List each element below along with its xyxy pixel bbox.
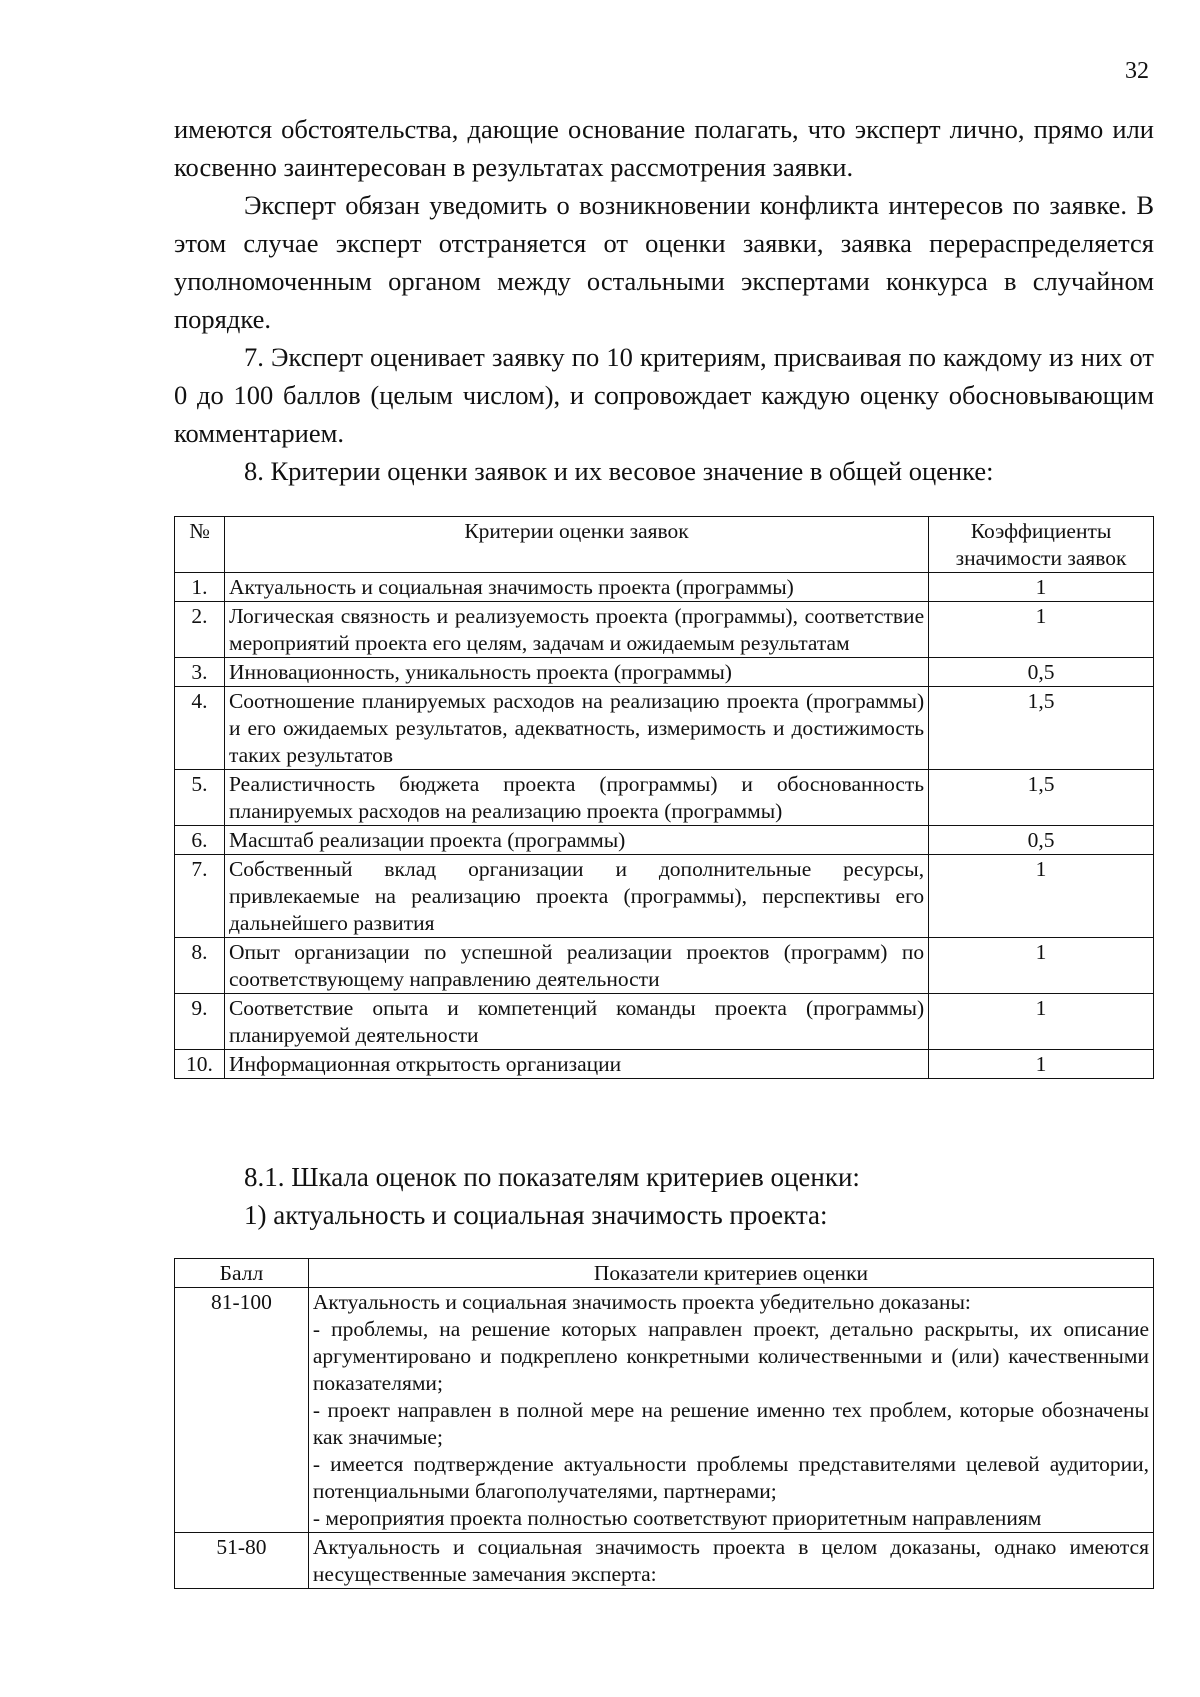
row-indicators <box>308 1288 1153 1533</box>
row-criterion: Собственный вклад организации и дополнительные ресурсы, привлекаемые на реализацию проекта (программы), перспективы его дальнейшего развития <box>224 855 928 938</box>
header-score: Балл <box>175 1259 309 1288</box>
table-row <box>175 687 1154 770</box>
page-number: 32 <box>1125 58 1149 84</box>
header-criterion: Критерии оценки заявок <box>224 517 928 573</box>
row-num: 9. <box>175 994 225 1050</box>
indicator-line: - имеется подтверждение актуальности проблемы представителями целевой аудитории, потенциальными благополучателями, партнерами; <box>312 1452 1149 1503</box>
indicator-line: Актуальность и социальная значимость проекта убедительно доказаны: <box>312 1290 971 1314</box>
table-row <box>175 938 1154 994</box>
row-num: 6. <box>175 826 225 855</box>
table-row <box>175 855 1154 938</box>
paragraph-2: Эксперт обязан уведомить о возникновении конфликта интересов по заявке. В этом случае эксперт отстраняется от оценки заявки, заявка перераспределяется уполномоченным органом между остальными экспертами конкурса в случайном порядке. <box>174 190 1154 334</box>
row-coef: 1 <box>929 938 1154 994</box>
header-indicators: Показатели критериев оценки <box>308 1259 1153 1288</box>
row-num: 10. <box>175 1050 225 1079</box>
scale-table-header <box>175 1259 1154 1288</box>
table-row <box>175 658 1154 687</box>
row-coef: 0,5 <box>929 826 1154 855</box>
table-row <box>175 994 1154 1050</box>
row-criterion: Инновационность, уникальность проекта (программы) <box>224 658 928 687</box>
row-score: 51-80 <box>175 1533 309 1589</box>
table-row <box>175 573 1154 602</box>
row-criterion: Логическая связность и реализуемость проекта (программы), соответствие мероприятий проекта его целям, задачам и ожидаемым результатам <box>224 602 928 658</box>
row-coef: 1,5 <box>929 687 1154 770</box>
scale-table <box>174 1258 1154 1589</box>
row-criterion: Реалистичность бюджета проекта (программы) и обоснованность планируемых расходов на реализацию проекта (программы) <box>224 770 928 826</box>
table-row <box>175 602 1154 658</box>
table-row <box>175 1050 1154 1079</box>
indicator-line: - мероприятия проекта полностью соответствуют приоритетным направлениям <box>312 1506 1042 1530</box>
row-num: 3. <box>175 658 225 687</box>
row-coef: 1 <box>929 602 1154 658</box>
criteria-table <box>174 516 1154 1079</box>
row-coef: 1 <box>929 994 1154 1050</box>
scale-heading: 8.1. Шкала оценок по показателям критериев оценки: <box>244 1162 860 1192</box>
paragraph-4: 8. Критерии оценки заявок и их весовое значение в общей оценке: <box>244 456 994 486</box>
row-indicators <box>308 1533 1153 1589</box>
row-criterion: Опыт организации по успешной реализации проектов (программ) по соответствующему направлению деятельности <box>224 938 928 994</box>
row-num: 8. <box>175 938 225 994</box>
row-criterion: Соответствие опыта и компетенций команды проекта (программы) планируемой деятельности <box>224 994 928 1050</box>
row-coef: 1,5 <box>929 770 1154 826</box>
row-coef: 1 <box>929 573 1154 602</box>
paragraph-1: имеются обстоятельства, дающие основание полагать, что эксперт лично, прямо или косвенно заинтересован в результатах рассмотрения заявки. <box>174 114 1154 182</box>
row-num: 5. <box>175 770 225 826</box>
row-criterion: Информационная открытость организации <box>224 1050 928 1079</box>
scale-subheading: 1) актуальность и социальная значимость проекта: <box>244 1200 828 1230</box>
row-num: 2. <box>175 602 225 658</box>
row-coef: 1 <box>929 855 1154 938</box>
indicator-line: Актуальность и социальная значимость проекта в целом доказаны, однако имеются несущественные замечания эксперта: <box>312 1535 1149 1586</box>
row-num: 1. <box>175 573 225 602</box>
row-criterion: Соотношение планируемых расходов на реализацию проекта (программы) и его ожидаемых результатов, адекватность, измеримость и достижимость таких результатов <box>224 687 928 770</box>
table-row <box>175 1288 1154 1533</box>
header-coef: Коэффициенты значимости заявок <box>929 517 1154 573</box>
table-row <box>175 1533 1154 1589</box>
header-num: № <box>175 517 225 573</box>
row-coef: 1 <box>929 1050 1154 1079</box>
criteria-table-header <box>175 517 1154 573</box>
indicator-line: - проблемы, на решение которых направлен проект, детально раскрыты, их описание аргументировано и подкреплено конкретными количественными и (или) качественными показателями; <box>312 1317 1149 1395</box>
row-score: 81-100 <box>175 1288 309 1533</box>
row-criterion: Масштаб реализации проекта (программы) <box>224 826 928 855</box>
indicator-line: - проект направлен в полной мере на решение именно тех проблем, которые обозначены как значимые; <box>312 1398 1149 1449</box>
row-num: 7. <box>175 855 225 938</box>
row-criterion: Актуальность и социальная значимость проекта (программы) <box>224 573 928 602</box>
row-coef: 0,5 <box>929 658 1154 687</box>
paragraph-3: 7. Эксперт оценивает заявку по 10 критериям, присваивая по каждому из них от 0 до 100 баллов (целым числом), и сопровождает каждую оценку обосновывающим комментарием. <box>174 342 1154 448</box>
table-row <box>175 826 1154 855</box>
table-row <box>175 770 1154 826</box>
row-num: 4. <box>175 687 225 770</box>
